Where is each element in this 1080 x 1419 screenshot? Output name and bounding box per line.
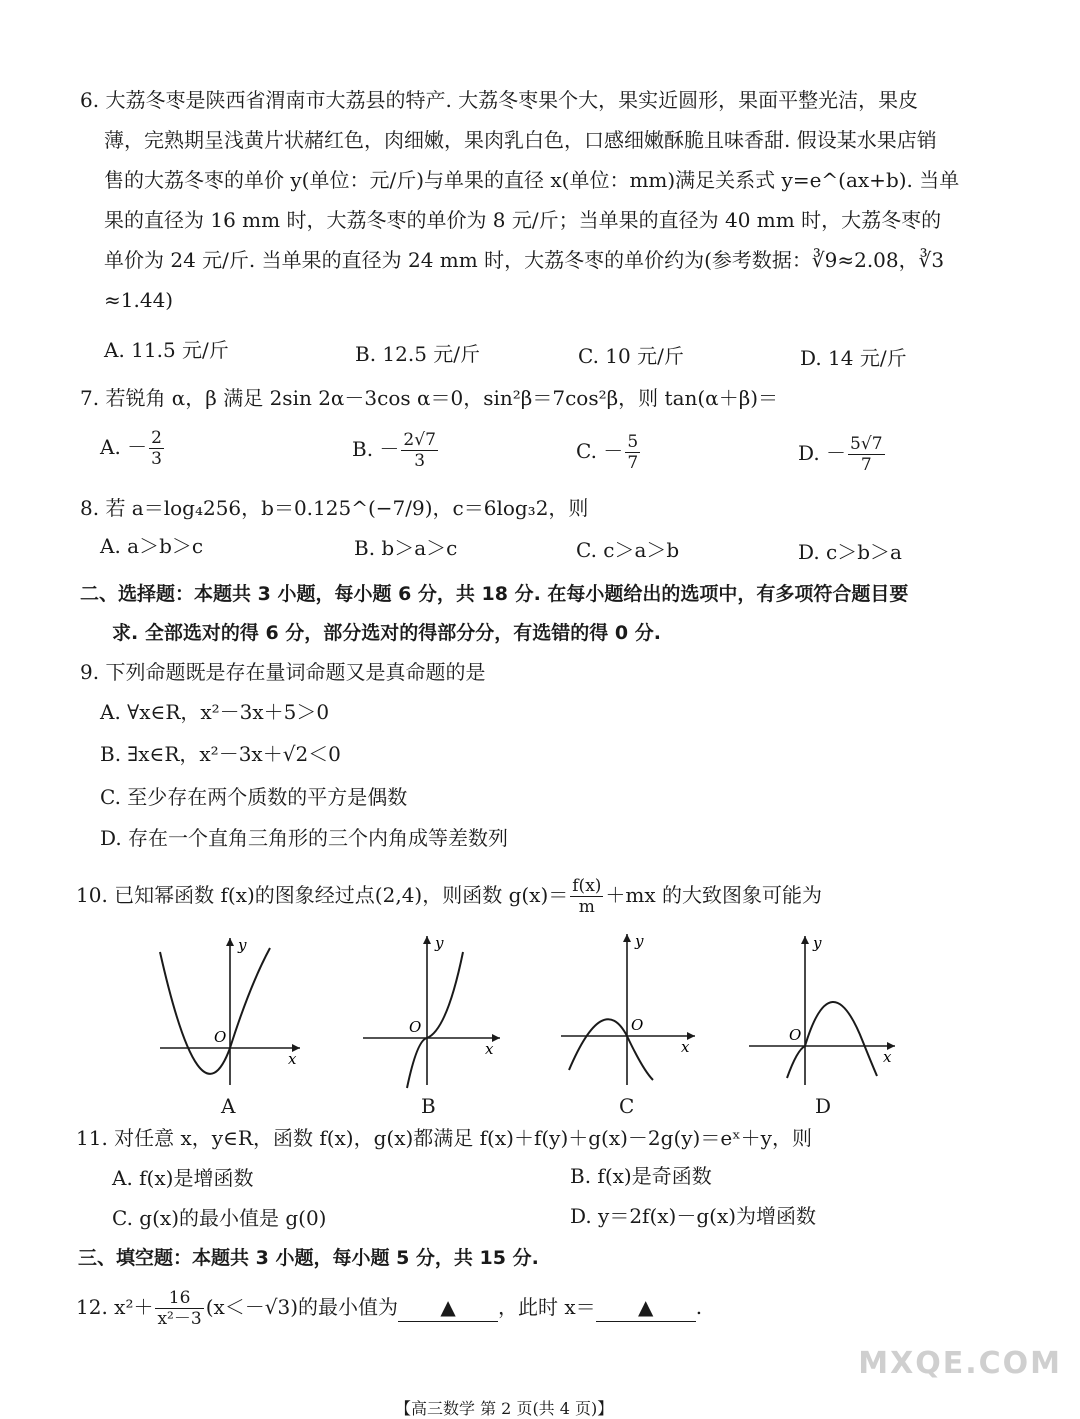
q7-option-c-label: C. －: [576, 439, 624, 463]
origin-label: O: [631, 1016, 644, 1034]
q7-option-b-fraction: [401, 430, 437, 471]
fraction-denominator: 3: [151, 449, 162, 469]
fraction-numerator: 5: [627, 432, 639, 452]
fraction-numerator: 2: [151, 428, 162, 448]
y-axis-arrow-icon: [801, 936, 809, 944]
q11-option-b[interactable]: B. f(x)是奇函数: [570, 1164, 712, 1188]
axis-y-label: y: [635, 932, 644, 950]
origin-label: O: [409, 1018, 422, 1036]
q7-option-d-label: D. －: [798, 441, 847, 465]
q7-option-d-fraction: [848, 434, 884, 475]
q6-option-d[interactable]: D. 14 元/斤: [800, 346, 907, 370]
q6-line-1: 6. 大荔冬枣是陕西省渭南市大荔县的特产. 大荔冬枣果个大，果实近圆形，果面平整光洁，果皮: [80, 88, 919, 112]
q12-answer-blank-1[interactable]: ▲: [398, 1293, 498, 1322]
q11-option-d[interactable]: D. y＝2f(x)－g(x)为增函数: [570, 1204, 817, 1228]
q12-mid: (x＜－√3)的最小值为: [205, 1295, 399, 1319]
q11-stem: 11. 对任意 x，y∈R，函数 f(x)，g(x)都满足 f(x)＋f(y)＋g(x)－2g(y)＝eˣ＋y，则: [76, 1126, 812, 1150]
y-axis-arrow-icon: [623, 934, 631, 942]
q9-option-a[interactable]: A. ∀x∈R，x²－3x＋5＞0: [100, 700, 330, 724]
q7-option-c-fraction: [625, 432, 640, 473]
q7-option-b[interactable]: [352, 430, 440, 471]
q10-graph-b-label: B: [421, 1094, 436, 1118]
q7-option-a[interactable]: [100, 428, 166, 469]
fraction-denominator: 7: [860, 455, 872, 475]
q6-line-4: 果的直径为 16 mm 时，大荔冬枣的单价为 8 元/斤；当单果的直径为 40 mm 时，大荔冬枣的: [104, 208, 942, 232]
fraction-denominator: m: [578, 897, 595, 917]
q9-option-b[interactable]: B. ∃x∈R，x²－3x＋√2＜0: [100, 742, 341, 766]
q9-stem: 9. 下列命题既是存在量词命题又是真命题的是: [80, 660, 486, 684]
axis-x-label: x: [883, 1048, 892, 1066]
q12-pre: 12. x²＋: [76, 1295, 154, 1319]
q10-fraction: [570, 876, 603, 917]
q8-option-b[interactable]: B. b＞a＞c: [354, 536, 458, 560]
q7-stem: 7. 若锐角 α，β 满足 2sin 2α－3cos α＝0，sin²β＝7cos²β，则 tan(α＋β)＝: [80, 386, 779, 410]
q12-mid2: ，此时 x＝: [498, 1295, 596, 1319]
q8-option-d[interactable]: D. c＞b＞a: [798, 540, 902, 564]
q11-option-c[interactable]: C. g(x)的最小值是 g(0): [112, 1206, 327, 1230]
axis-x-label: x: [288, 1050, 297, 1068]
y-axis-arrow-icon: [226, 938, 234, 946]
q9-option-d[interactable]: D. 存在一个直角三角形的三个内角成等差数列: [100, 826, 509, 850]
q7-option-b-label: B. －: [352, 437, 400, 461]
axis-y-label: y: [238, 936, 247, 954]
q6-option-c[interactable]: C. 10 元/斤: [578, 344, 684, 368]
watermark: MXQE.COM: [858, 1346, 1062, 1381]
fraction-denominator: 7: [627, 453, 639, 473]
origin-label: O: [789, 1026, 802, 1044]
q7-option-a-fraction: [149, 428, 164, 469]
q10-graph-c[interactable]: [555, 930, 715, 1090]
q8-stem: 8. 若 a＝log₄256，b＝0.125^(−7/9)，c＝6log₃2，则: [80, 496, 589, 520]
fraction-numerator: f(x): [572, 876, 602, 896]
q8-option-a[interactable]: A. a＞b＞c: [100, 534, 204, 558]
section2-heading-line-1: 二、选择题：本题共 3 小题，每小题 6 分，共 18 分. 在每小题给出的选项中，有多项符合题目要: [80, 583, 909, 605]
axis-y-label: y: [813, 934, 822, 952]
origin-label: O: [214, 1028, 227, 1046]
fraction-numerator: 2√7: [403, 430, 436, 450]
fraction-denominator: 3: [414, 451, 426, 471]
axis-x-label: x: [485, 1040, 494, 1058]
q7-option-d[interactable]: [798, 434, 887, 475]
axis-x-label: x: [681, 1038, 690, 1056]
fraction-numerator: 5√7: [850, 434, 883, 454]
q9-option-c[interactable]: C. 至少存在两个质数的平方是偶数: [100, 785, 408, 809]
q6-line-6: ≈1.44): [104, 288, 174, 312]
q10-graph-d[interactable]: [745, 930, 905, 1090]
q7-option-c[interactable]: [576, 432, 642, 473]
q6-line-2: 薄，完熟期呈浅黄片状赭红色，肉细嫩，果肉乳白色，口感细嫩酥脆且味香甜. 假设某水果店销: [104, 128, 937, 152]
fraction-denominator: x²－3: [157, 1309, 202, 1329]
q6-option-a[interactable]: A. 11.5 元/斤: [104, 338, 229, 362]
q6-option-b[interactable]: B. 12.5 元/斤: [355, 342, 481, 366]
q10-graph-d-label: D: [815, 1094, 832, 1118]
curve-a: [160, 948, 270, 1074]
q6-line-5: 单价为 24 元/斤. 当单果的直径为 24 mm 时，大荔冬枣的单价约为(参考数据：∛9≈2.08，∛3: [104, 248, 945, 272]
axis-y-label: y: [435, 934, 444, 952]
q7-option-a-label: A. －: [100, 435, 148, 459]
q10-stem-post: ＋mx 的大致图象可能为: [605, 883, 823, 907]
section2-heading-line-2: 求. 全部选对的得 6 分，部分选对的得部分分，有选错的得 0 分.: [112, 622, 661, 644]
q12-fraction: [155, 1288, 203, 1329]
q10-graph-a[interactable]: [150, 930, 310, 1090]
q11-option-a[interactable]: A. f(x)是增函数: [112, 1166, 254, 1190]
q10-graph-b[interactable]: [355, 930, 515, 1090]
q10-graph-a-label: A: [221, 1094, 236, 1118]
q10-stem: [76, 876, 822, 917]
q10-graph-c-label: C: [619, 1094, 635, 1118]
page-footer: 【高三数学 第 2 页(共 4 页)】: [395, 1399, 614, 1418]
section3-heading: 三、填空题：本题共 3 小题，每小题 5 分，共 15 分.: [78, 1247, 539, 1269]
fraction-numerator: 16: [155, 1288, 203, 1309]
q12-answer-blank-2[interactable]: ▲: [596, 1293, 696, 1322]
q8-option-c[interactable]: C. c＞a＞b: [576, 538, 680, 562]
q10-stem-pre: 10. 已知幂函数 f(x)的图象经过点(2,4)，则函数 g(x)＝: [76, 883, 569, 907]
y-axis-arrow-icon: [423, 936, 431, 944]
q12-end: .: [695, 1295, 703, 1319]
q12-stem: [76, 1288, 702, 1329]
q6-line-3: 售的大荔冬枣的单价 y(单位：元/斤)与单果的直径 x(单位：mm)满足关系式 y=e^(ax+b). 当单: [104, 168, 960, 192]
